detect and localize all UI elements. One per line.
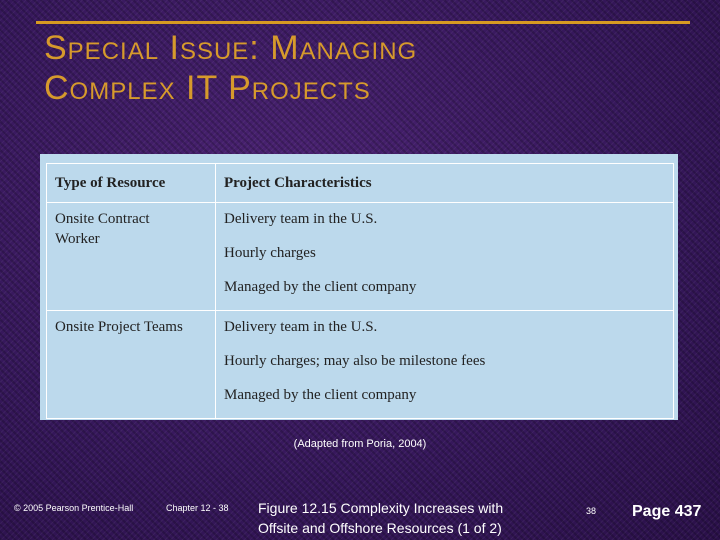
figure-caption-line-1: Figure 12.15 Complexity Increases with [258,500,504,516]
resource-cell [47,311,216,419]
resource-cell [47,203,216,311]
table-header-row [47,164,674,203]
resource-table-panel [40,154,678,420]
resource-table [46,163,674,419]
copyright-notice: © 2005 Pearson Prentice-Hall [14,503,134,513]
header-type-of-resource: Type of Resource [47,164,216,203]
source-caption: (Adapted from Poria, 2004) [293,438,427,450]
slide-title-line-1: Special Issue: Managing [44,29,418,67]
resource-text: Onsite Project Teams [55,319,183,335]
characteristic-text: Managed by the client company [224,279,417,295]
title-rule [36,21,690,24]
characteristics-cell [216,203,674,311]
characteristic-text: Hourly charges; may also be milestone fees [224,353,486,369]
figure-caption [258,498,503,538]
characteristic-text: Delivery team in the U.S. [224,319,378,335]
page-reference: Page 437 [632,503,702,520]
slide-title [44,28,417,108]
table-row [47,311,674,419]
resource-text: Onsite Contract [55,211,150,227]
resource-text: Worker [55,231,100,247]
figure-caption-line-2: Offsite and Offshore Resources (1 of 2) [258,520,502,536]
characteristics-cell [216,311,674,419]
characteristic-text: Delivery team in the U.S. [224,211,378,227]
header-project-characteristics: Project Characteristics [216,164,674,203]
chapter-label: Chapter 12 - 38 [166,503,229,513]
table-row [47,203,674,311]
slide-title-line-2: Complex IT Projects [44,69,371,107]
characteristic-text: Hourly charges [224,245,316,261]
characteristic-text: Managed by the client company [224,387,417,403]
slide-number: 38 [586,506,597,516]
